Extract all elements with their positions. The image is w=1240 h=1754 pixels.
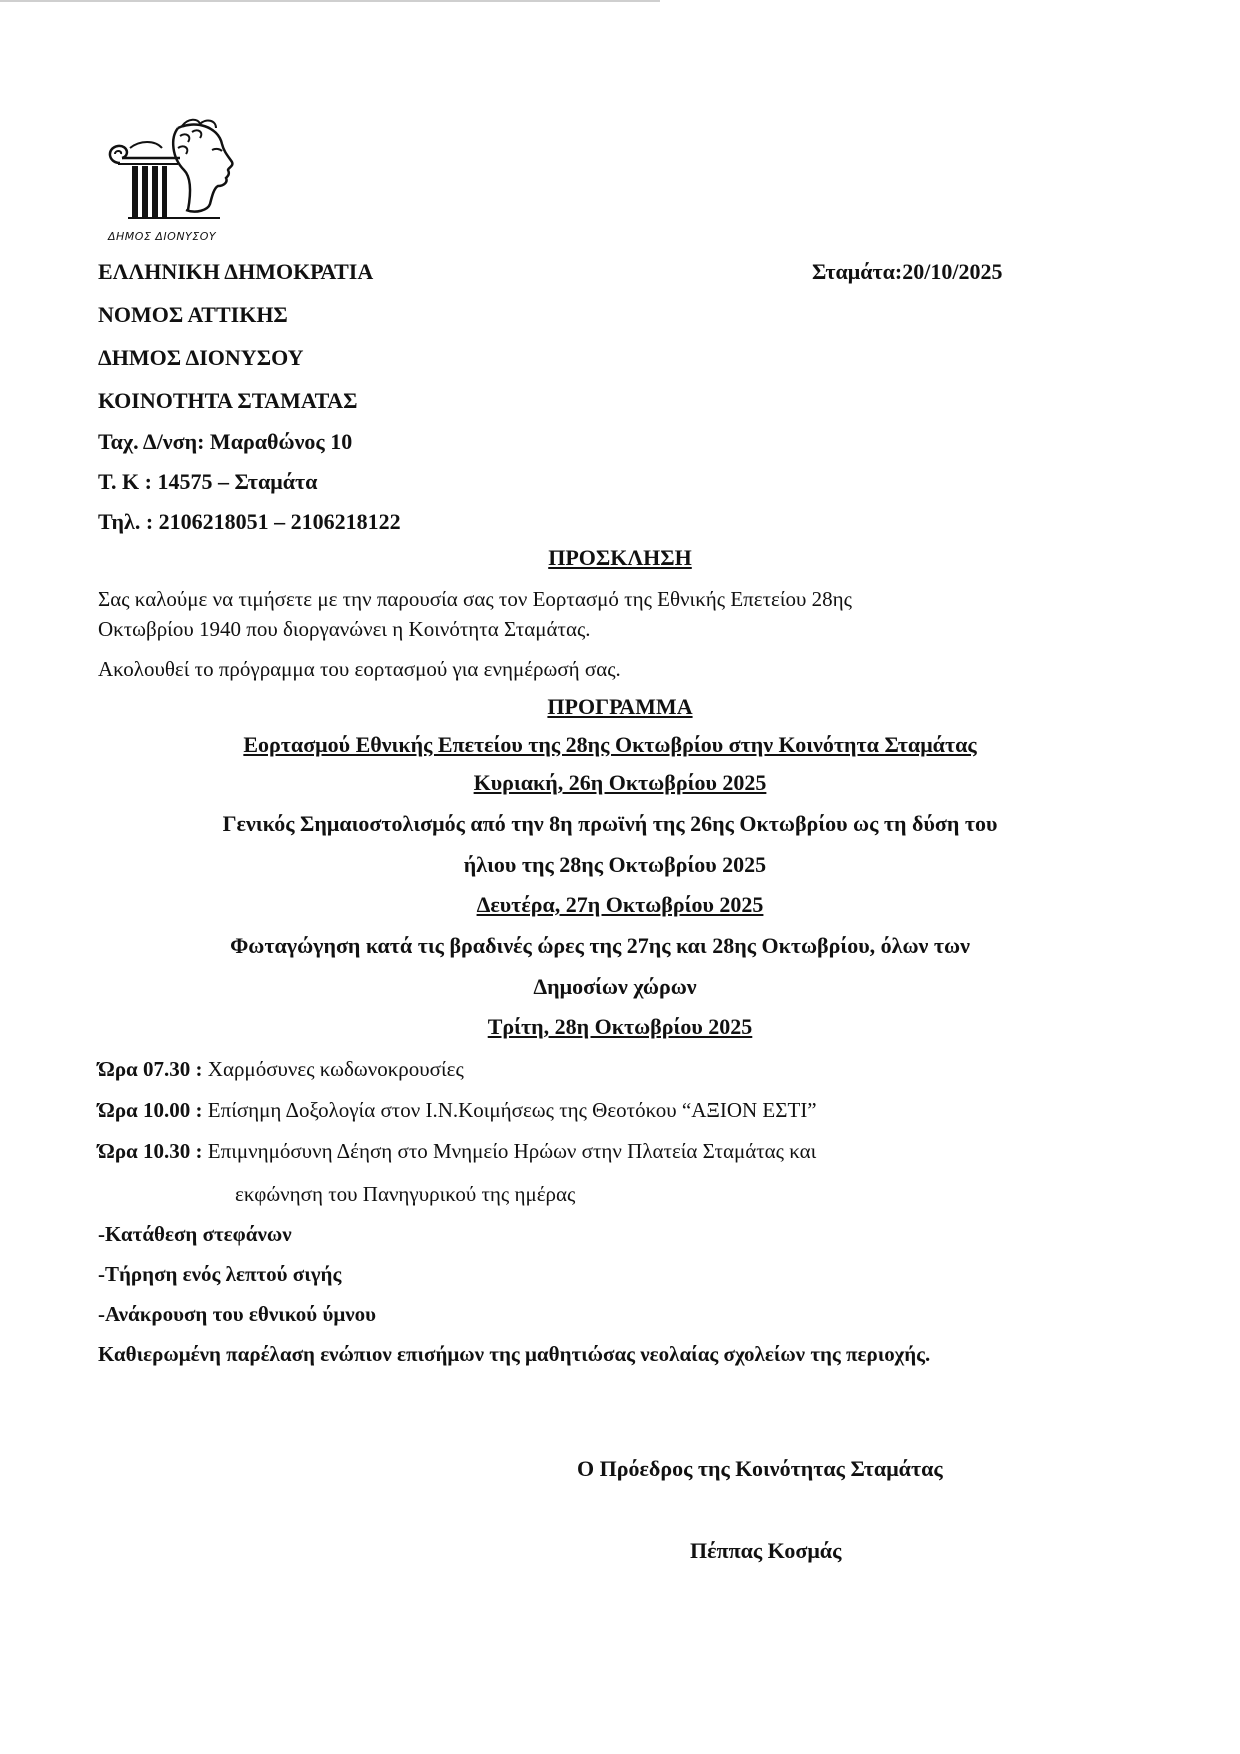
header-line-address: Ταχ. Δ/νση: Μαραθώνος 10 — [98, 429, 353, 454]
schedule-item-continuation: εκφώνηση του Πανηγυρικού της ημέρας — [235, 1182, 576, 1206]
signature-role: Ο Πρόεδρος της Κοινότητας Σταμάτας — [577, 1456, 943, 1481]
day2-text-line-2: Δημοσίων χώρων — [533, 974, 697, 999]
scan-edge-line — [0, 0, 660, 2]
header-line-community: ΚΟΙΝΟΤΗΤΑ ΣΤΑΜΑΤΑΣ — [98, 388, 358, 413]
schedule-text: Επίσημη Δοξολογία στον Ι.Ν.Κοιμήσεως της Θεοτόκου “ΑΞΙΟΝ ΕΣΤΙ” — [207, 1098, 817, 1122]
dash-item-silence: -Τήρηση ενός λεπτού σιγής — [98, 1262, 342, 1286]
header-line-postcode: Τ. Κ : 14575 – Σταμάτα — [98, 469, 318, 494]
header-line-phone: Τηλ. : 2106218051 – 2106218122 — [98, 509, 401, 534]
logo-caption: ΔΗΜΟΣ ΔΙΟΝΥΣΟΥ — [108, 230, 217, 243]
day3-heading: Τρίτη, 28η Οκτωβρίου 2025 — [487, 1014, 753, 1039]
schedule-item — [98, 1057, 464, 1082]
dash-item-wreath: -Κατάθεση στεφάνων — [98, 1222, 292, 1246]
invitation-paragraph-line-2: Οκτωβρίου 1940 που διοργανώνει η Κοινότητα Σταμάτας. — [98, 617, 591, 641]
municipality-logo — [100, 118, 250, 246]
schedule-item — [98, 1139, 816, 1164]
day2-text-line-1: Φωταγώγηση κατά τις βραδινές ώρες της 27ης και 28ης Οκτωβρίου, όλων των — [230, 933, 970, 958]
invitation-paragraph-line-1: Σας καλούμε να τιμήσετε με την παρουσία σας τον Εορτασμό της Εθνικής Επετείου 28ης — [98, 587, 852, 611]
ionic-column-head-icon — [100, 118, 250, 226]
schedule-time: Ώρα 10.30 : — [98, 1139, 203, 1163]
schedule-text: Χαρμόσυνες κωδωνοκρουσίες — [207, 1057, 464, 1081]
header-line-republic: ΕΛΛΗΝΙΚΗ ΔΗΜΟΚΡΑΤΙΑ — [98, 259, 374, 284]
parade-line: Καθιερωμένη παρέλαση ενώπιον επισήμων της μαθητιώσας νεολαίας σχολείων της περιοχής. — [98, 1342, 931, 1366]
day1-heading: Κυριακή, 26η Οκτωβρίου 2025 — [473, 770, 767, 795]
program-title: ΠΡΟΓΡΑΜΜΑ — [547, 694, 693, 719]
schedule-item — [98, 1098, 817, 1123]
header-line-municipality: ΔΗΜΟΣ ΔΙΟΝΥΣΟΥ — [98, 345, 304, 370]
day1-text-line-1: Γενικός Σημαιοστολισμός από την 8η πρωϊνή της 26ης Οκτωβρίου ως τη δύση του — [222, 811, 998, 836]
header-line-prefecture: ΝΟΜΟΣ ΑΤΤΙΚΗΣ — [98, 302, 288, 327]
schedule-time: Ώρα 07.30 : — [98, 1057, 203, 1081]
document-date: Σταμάτα:20/10/2025 — [812, 259, 1003, 284]
schedule-time: Ώρα 10.00 : — [98, 1098, 203, 1122]
signature-name: Πέππας Κοσμάς — [690, 1538, 842, 1563]
day1-text-line-2: ήλιου της 28ης Οκτωβρίου 2025 — [463, 852, 767, 877]
day2-heading: Δευτέρα, 27η Οκτωβρίου 2025 — [476, 892, 764, 917]
program-subtitle: Εορτασμού Εθνικής Επετείου της 28ης Οκτωβρίου στην Κοινότητα Σταμάτας — [243, 732, 977, 757]
schedule-text: Επιμνημόσυνη Δέηση στο Μνημείο Ηρώων στην Πλατεία Σταμάτας και — [207, 1139, 817, 1163]
invitation-title: ΠΡΟΣΚΛΗΣΗ — [548, 545, 692, 570]
dash-item-anthem: -Ανάκρουση του εθνικού ύμνου — [98, 1302, 377, 1326]
invitation-paragraph-2: Ακολουθεί το πρόγραμμα του εορτασμού για ενημέρωσή σας. — [98, 657, 621, 681]
